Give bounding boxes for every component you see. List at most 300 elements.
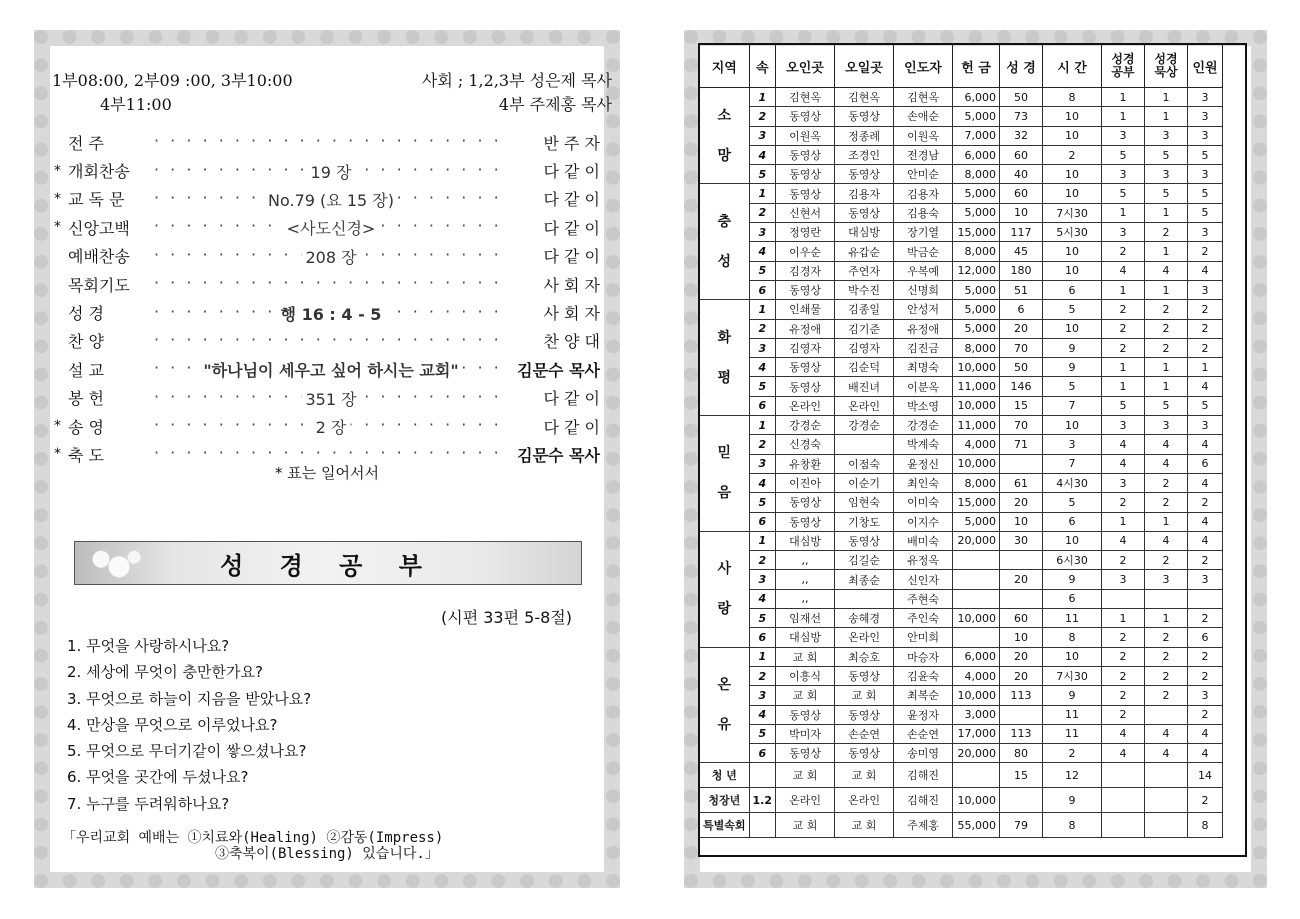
table-cell: 임현숙 xyxy=(835,493,894,512)
table-cell: 김기준 xyxy=(835,319,894,338)
order-item: 설 교 xyxy=(68,360,104,380)
table-cell: 4 xyxy=(1102,454,1145,473)
table-row xyxy=(700,396,1223,415)
table-cell: 60 xyxy=(1000,609,1043,628)
table-cell: 3 xyxy=(1145,126,1188,145)
table-cell: 손순연 xyxy=(835,724,894,743)
order-row xyxy=(54,128,600,156)
table-cell: 박계숙 xyxy=(894,435,953,454)
group-number: 6 xyxy=(749,396,776,415)
table-cell: 동영상 xyxy=(776,165,835,184)
order-mark: * xyxy=(54,162,61,179)
table-cell: 교 회 xyxy=(776,647,835,666)
table-cell: 2 xyxy=(1102,666,1145,685)
table-cell: 김윤숙 xyxy=(894,666,953,685)
table-cell: 9 xyxy=(1043,788,1102,813)
table-cell: 기창도 xyxy=(835,512,894,531)
table-cell: 2 xyxy=(1188,666,1223,685)
group-number: 3 xyxy=(749,570,776,589)
table-cell: 윤정자 xyxy=(894,705,953,724)
table-cell: 4 xyxy=(1102,531,1145,550)
table-cell: 대심방 xyxy=(835,223,894,242)
table-cell: 10 xyxy=(1043,531,1102,550)
table-cell: 동영상 xyxy=(776,705,835,724)
table-cell: 6 xyxy=(1188,628,1223,647)
table-cell: 60 xyxy=(1000,184,1043,203)
table-row xyxy=(700,338,1223,357)
table-cell xyxy=(953,570,1000,589)
table-cell: 강경순 xyxy=(835,416,894,435)
table-cell: 10 xyxy=(1043,165,1102,184)
table-cell: 장기열 xyxy=(894,223,953,242)
special-region-cell: 특별속회 xyxy=(700,813,750,838)
table-cell: 최종순 xyxy=(835,570,894,589)
table-row xyxy=(700,473,1223,492)
order-row xyxy=(54,156,600,184)
order-leader: 다 같 이 xyxy=(543,417,600,437)
order-dots xyxy=(154,188,508,210)
table-cell: 60 xyxy=(1000,145,1043,164)
group-number: 4 xyxy=(749,589,776,608)
table-cell: 10 xyxy=(1043,647,1102,666)
order-mark: * xyxy=(54,219,61,236)
group-number: 2 xyxy=(749,203,776,222)
group-number: 5 xyxy=(749,377,776,396)
order-leader: 다 같 이 xyxy=(543,247,600,267)
table-cell: 3 xyxy=(1043,435,1102,454)
table-cell: 2 xyxy=(1043,744,1102,763)
table-cell: 5 xyxy=(1043,377,1102,396)
bulletin-left-page xyxy=(34,30,620,888)
table-header-row xyxy=(700,45,1223,88)
group-number: 1 xyxy=(749,88,776,107)
order-item: 성 경 xyxy=(68,304,104,324)
study-question: 2. 세상에 무엇이 충만한가요? xyxy=(67,663,263,682)
table-cell: 10,000 xyxy=(953,454,1000,473)
table-cell: 5 xyxy=(1145,396,1188,415)
table-cell: 교 회 xyxy=(776,763,835,788)
table-cell: 6 xyxy=(1043,512,1102,531)
table-cell: 4,000 xyxy=(953,435,1000,454)
table-row xyxy=(700,203,1223,222)
table-cell xyxy=(953,589,1000,608)
table-cell: 10,000 xyxy=(953,396,1000,415)
table-cell: 2 xyxy=(1145,223,1188,242)
table-row xyxy=(700,609,1223,628)
order-item: 교 독 문 xyxy=(68,190,125,210)
group-number: 6 xyxy=(749,280,776,299)
table-cell xyxy=(1145,589,1188,608)
table-row xyxy=(700,744,1223,763)
table-cell: 14 xyxy=(1188,763,1223,788)
order-row xyxy=(54,355,600,383)
table-row-special xyxy=(700,763,1223,788)
order-dots xyxy=(154,302,508,324)
footer-line-1: 「우리교회 예배는 ①치료와(Healing) ②감동(Impress) xyxy=(62,830,444,846)
table-cell: 2 xyxy=(1145,686,1188,705)
table-cell: 교 회 xyxy=(776,686,835,705)
table-cell: 동영상 xyxy=(776,493,835,512)
standing-note: * 표는 일어서서 xyxy=(275,464,379,482)
table-cell: 동영상 xyxy=(835,107,894,126)
order-detail: · · · 19 장 xyxy=(307,160,356,182)
table-cell: 20 xyxy=(1000,319,1043,338)
table-cell: 32 xyxy=(1000,126,1043,145)
table-cell: 4 xyxy=(1145,454,1188,473)
order-dots xyxy=(154,330,508,352)
table-cell: 온라인 xyxy=(776,788,835,813)
table-row xyxy=(700,493,1223,512)
table-cell: 온라인 xyxy=(835,788,894,813)
table-cell: 80 xyxy=(1000,744,1043,763)
table-cell: 6 xyxy=(1188,454,1223,473)
table-cell: 2 xyxy=(1188,319,1223,338)
table-cell: 이우순 xyxy=(776,242,835,261)
order-detail: · · · No.79 (요 15 장) xyxy=(264,188,398,210)
table-cell: 교 회 xyxy=(835,813,894,838)
table-cell: 8 xyxy=(1188,813,1223,838)
table-cell: 5 xyxy=(1043,300,1102,319)
order-leader: 찬 양 대 xyxy=(543,332,600,352)
table-cell xyxy=(1102,589,1145,608)
order-dots xyxy=(154,273,508,295)
table-cell: ,, xyxy=(776,589,835,608)
table-cell: 이점숙 xyxy=(835,454,894,473)
table-row xyxy=(700,416,1223,435)
table-cell: 1 xyxy=(1145,107,1188,126)
table-cell: 15,000 xyxy=(953,223,1000,242)
table-cell: 5 xyxy=(1188,396,1223,415)
table-cell xyxy=(1000,705,1043,724)
table-cell: 이원옥 xyxy=(894,126,953,145)
table-cell: 1 xyxy=(1102,88,1145,107)
table-cell: 유갑순 xyxy=(835,242,894,261)
table-cell: 박미자 xyxy=(776,724,835,743)
table-cell: 5,000 xyxy=(953,107,1000,126)
group-number: 3 xyxy=(749,126,776,145)
table-cell: 10 xyxy=(1043,126,1102,145)
table-cell: 동영상 xyxy=(776,280,835,299)
table-cell xyxy=(1000,788,1043,813)
order-row xyxy=(54,270,600,298)
table-cell: 1 xyxy=(1188,358,1223,377)
order-leader: 반 주 자 xyxy=(543,133,600,153)
table-cell: 3 xyxy=(1188,416,1223,435)
table-row xyxy=(700,666,1223,685)
table-cell: 동영상 xyxy=(835,705,894,724)
group-number: 2 xyxy=(749,666,776,685)
table-cell: 5 xyxy=(1188,203,1223,222)
table-row xyxy=(700,570,1223,589)
table-cell: 5시30 xyxy=(1043,223,1102,242)
region-cell: 소 망 xyxy=(700,88,750,184)
table-cell: 5 xyxy=(1043,493,1102,512)
table-row xyxy=(700,531,1223,550)
table-cell: 5,000 xyxy=(953,300,1000,319)
table-cell: 4 xyxy=(1188,744,1223,763)
table-cell: 5 xyxy=(1145,184,1188,203)
table-cell: 5 xyxy=(1102,184,1145,203)
table-cell: 1 xyxy=(1145,88,1188,107)
special-seq-cell xyxy=(749,763,776,788)
table-cell: 1 xyxy=(1102,358,1145,377)
table-cell: 안미희 xyxy=(894,628,953,647)
table-cell: 20,000 xyxy=(953,744,1000,763)
table-cell: 3 xyxy=(1102,165,1145,184)
table-cell: 10,000 xyxy=(953,788,1000,813)
table-row xyxy=(700,165,1223,184)
study-question: 7. 누구를 두려워하나요? xyxy=(67,794,230,813)
table-cell: 유정옥 xyxy=(894,551,953,570)
table-cell xyxy=(1145,763,1188,788)
table-cell xyxy=(953,551,1000,570)
table-cell: 임재선 xyxy=(776,609,835,628)
table-cell: 61 xyxy=(1000,473,1043,492)
table-cell: 3 xyxy=(1188,570,1223,589)
table-cell: 동영상 xyxy=(776,377,835,396)
order-dots xyxy=(154,245,508,267)
table-row xyxy=(700,551,1223,570)
table-cell: 유정애 xyxy=(776,319,835,338)
table-cell xyxy=(953,628,1000,647)
table-cell: 교 회 xyxy=(835,686,894,705)
table-cell: 동영상 xyxy=(776,512,835,531)
table-cell: 1 xyxy=(1102,280,1145,299)
group-number: 1 xyxy=(749,647,776,666)
group-number: 1 xyxy=(749,184,776,203)
table-cell xyxy=(1145,813,1188,838)
table-cell: 3,000 xyxy=(953,705,1000,724)
table-cell: 1 xyxy=(1102,609,1145,628)
table-cell xyxy=(1000,551,1043,570)
table-cell: 손애순 xyxy=(894,107,953,126)
worship-order xyxy=(54,128,600,469)
table-cell: 2 xyxy=(1145,551,1188,570)
table-cell: 5,000 xyxy=(953,319,1000,338)
table-cell: 박금순 xyxy=(894,242,953,261)
study-reference: (시편 33편 5-8절) xyxy=(441,608,572,627)
table-cell: 인쇄물 xyxy=(776,300,835,319)
table-cell: 안미순 xyxy=(894,165,953,184)
table-cell: 조경인 xyxy=(835,145,894,164)
table-cell: 4시30 xyxy=(1043,473,1102,492)
table-cell: 79 xyxy=(1000,813,1043,838)
order-detail: · · · 351 장 xyxy=(301,387,360,409)
table-row xyxy=(700,223,1223,242)
table-row xyxy=(700,435,1223,454)
table-cell: 5 xyxy=(1145,145,1188,164)
table-cell: 180 xyxy=(1000,261,1043,280)
table-header-cell: 성 경 xyxy=(1000,45,1043,88)
table-cell: 2 xyxy=(1102,628,1145,647)
table-cell: 2 xyxy=(1102,338,1145,357)
table-row xyxy=(700,454,1223,473)
table-cell: 5,000 xyxy=(953,512,1000,531)
table-cell: 1 xyxy=(1145,358,1188,377)
table-cell: 2 xyxy=(1102,647,1145,666)
table-header-cell: 성경 묵상 xyxy=(1145,45,1188,88)
table-cell: 신명희 xyxy=(894,280,953,299)
order-dots xyxy=(154,160,508,182)
order-detail: · · · <사도신경> xyxy=(283,216,380,238)
table-cell: 2 xyxy=(1188,551,1223,570)
table-cell: 50 xyxy=(1000,88,1043,107)
table-cell: 3 xyxy=(1188,686,1223,705)
table-row xyxy=(700,724,1223,743)
table-cell: 박수진 xyxy=(835,280,894,299)
table-cell: 2 xyxy=(1188,493,1223,512)
table-cell: 이원옥 xyxy=(776,126,835,145)
order-leader: 다 같 이 xyxy=(543,190,600,210)
order-item: 봉 헌 xyxy=(68,389,104,409)
order-detail: · · · 2 장 xyxy=(312,415,351,437)
table-cell: 5 xyxy=(1102,396,1145,415)
table-cell: 8,000 xyxy=(953,165,1000,184)
group-number: 4 xyxy=(749,358,776,377)
group-number: 3 xyxy=(749,686,776,705)
order-dots xyxy=(154,415,508,437)
table-cell: 신현서 xyxy=(776,203,835,222)
order-item: 목회기도 xyxy=(68,275,130,295)
group-number: 5 xyxy=(749,493,776,512)
table-cell: 4 xyxy=(1102,724,1145,743)
table-cell xyxy=(1102,788,1145,813)
table-cell: 73 xyxy=(1000,107,1043,126)
table-cell: 3 xyxy=(1188,223,1223,242)
order-item: 예배찬송 xyxy=(68,247,130,267)
group-number: 2 xyxy=(749,435,776,454)
table-cell: 1 xyxy=(1102,512,1145,531)
table-cell: 20 xyxy=(1000,666,1043,685)
table-cell: 동영상 xyxy=(835,531,894,550)
table-cell: 6시30 xyxy=(1043,551,1102,570)
table-cell: 4,000 xyxy=(953,666,1000,685)
table-cell: 30 xyxy=(1000,531,1043,550)
table-cell: 정종례 xyxy=(835,126,894,145)
table-row xyxy=(700,512,1223,531)
table-cell: 2 xyxy=(1043,145,1102,164)
table-cell: 70 xyxy=(1000,338,1043,357)
table-cell: 김현옥 xyxy=(894,88,953,107)
table-cell: 강경순 xyxy=(776,416,835,435)
table-cell: 40 xyxy=(1000,165,1043,184)
table-cell: 3 xyxy=(1102,126,1145,145)
table-cell: 70 xyxy=(1000,416,1043,435)
table-cell: 대심방 xyxy=(776,531,835,550)
order-dots xyxy=(154,358,508,380)
table-cell: 5 xyxy=(1188,145,1223,164)
table-cell: 4 xyxy=(1188,531,1223,550)
table-cell: 2 xyxy=(1188,705,1223,724)
table-header-cell: 시 간 xyxy=(1043,45,1102,88)
table-cell: 배미숙 xyxy=(894,531,953,550)
table-cell: 1 xyxy=(1145,280,1188,299)
table-cell: 4 xyxy=(1102,261,1145,280)
table-cell: 김해진 xyxy=(894,763,953,788)
table-cell: 동영상 xyxy=(776,744,835,763)
table-cell: 손순연 xyxy=(894,724,953,743)
table-cell: 4 xyxy=(1145,724,1188,743)
study-question: 3. 무엇으로 하늘이 지음을 받았나요? xyxy=(67,689,312,708)
table-cell: 동영상 xyxy=(776,358,835,377)
table-cell: 온라인 xyxy=(835,628,894,647)
order-leader: 김문수 목사 xyxy=(517,445,600,465)
table-cell: 2 xyxy=(1188,788,1223,813)
table-cell: 15,000 xyxy=(953,493,1000,512)
table-cell: 9 xyxy=(1043,358,1102,377)
table-cell: 온라인 xyxy=(835,396,894,415)
table-cell: 1 xyxy=(1145,609,1188,628)
group-number: 3 xyxy=(749,454,776,473)
table-cell: 8 xyxy=(1043,88,1102,107)
table-row xyxy=(700,88,1223,107)
region-cell: 믿 음 xyxy=(700,416,750,532)
group-number: 2 xyxy=(749,551,776,570)
table-cell: 최명숙 xyxy=(894,358,953,377)
table-cell: 3 xyxy=(1188,88,1223,107)
table-row xyxy=(700,242,1223,261)
table-row xyxy=(700,686,1223,705)
table-cell: 배진녀 xyxy=(835,377,894,396)
table-cell xyxy=(1145,788,1188,813)
table-cell: 김용자 xyxy=(835,184,894,203)
study-title: 성 경 공 부 xyxy=(220,551,436,580)
table-cell: 4 xyxy=(1145,435,1188,454)
table-cell: 2 xyxy=(1145,647,1188,666)
table-cell xyxy=(1145,705,1188,724)
order-detail: · · · 행 16 : 4 - 5 xyxy=(277,302,386,324)
table-cell: 2 xyxy=(1102,686,1145,705)
table-cell: 8 xyxy=(1043,813,1102,838)
order-dots xyxy=(154,387,508,409)
table-cell: 20,000 xyxy=(953,531,1000,550)
group-number: 1 xyxy=(749,531,776,550)
table-cell: 117 xyxy=(1000,223,1043,242)
order-item: 송 영 xyxy=(68,417,104,437)
table-cell: 이분옥 xyxy=(894,377,953,396)
table-cell: 1 xyxy=(1145,512,1188,531)
flower-decoration-icon xyxy=(83,544,143,582)
table-cell: 7,000 xyxy=(953,126,1000,145)
table-cell: 유창환 xyxy=(776,454,835,473)
table-cell: 12,000 xyxy=(953,261,1000,280)
table-cell: 3 xyxy=(1102,473,1145,492)
table-cell: 1 xyxy=(1145,242,1188,261)
table-cell: 2 xyxy=(1102,705,1145,724)
table-cell: 동영상 xyxy=(835,666,894,685)
table-cell: 정영란 xyxy=(776,223,835,242)
table-cell: 11 xyxy=(1043,724,1102,743)
table-cell: 대심방 xyxy=(776,628,835,647)
table-cell: 10 xyxy=(1000,628,1043,647)
order-dots xyxy=(154,216,508,238)
table-cell: 3 xyxy=(1188,280,1223,299)
order-item: 신앙고백 xyxy=(68,218,130,238)
table-cell: 김순덕 xyxy=(835,358,894,377)
order-item: 찬 양 xyxy=(68,332,104,352)
service-leader-4: 4부 주제홍 목사 xyxy=(498,95,612,114)
table-cell: 10 xyxy=(1043,184,1102,203)
footer-line-2: ③축복이(Blessing) 있습니다.」 xyxy=(215,846,439,862)
table-cell: 김현옥 xyxy=(835,88,894,107)
table-cell: 김경자 xyxy=(776,261,835,280)
table-cell: 5 xyxy=(1102,145,1145,164)
table-cell: 최인숙 xyxy=(894,473,953,492)
study-question: 5. 무엇으로 무더기같이 쌓으셨나요? xyxy=(67,742,307,761)
group-number: 3 xyxy=(749,223,776,242)
table-cell: 2 xyxy=(1102,319,1145,338)
table-cell: 10,000 xyxy=(953,609,1000,628)
